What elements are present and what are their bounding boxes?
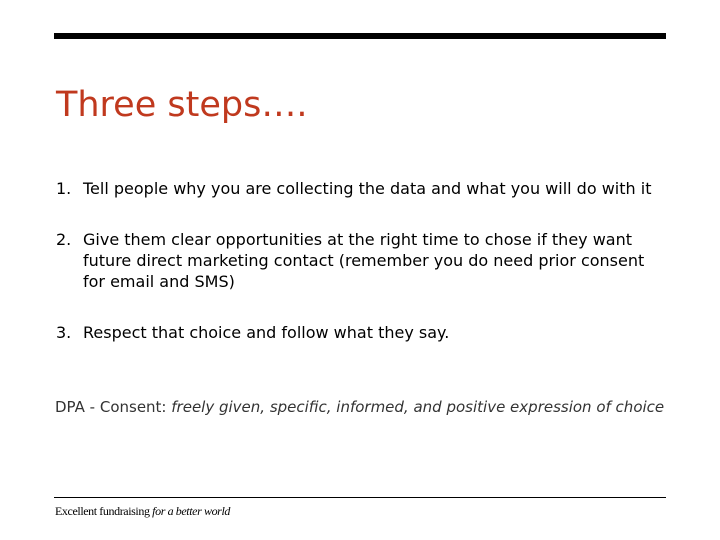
dpa-consent-note xyxy=(55,397,670,417)
steps-list xyxy=(56,178,666,373)
slide-title: Three steps…. xyxy=(56,85,308,125)
step-item-1 xyxy=(56,178,666,199)
step-item-2 xyxy=(56,229,666,292)
step-text: Give them clear opportunities at the right time to chose if they want future direct marketing contact (remember you do need prior consent for email and SMS) xyxy=(83,230,645,291)
dpa-definition: freely given, specific, informed, and positive expression of choice xyxy=(171,398,665,416)
step-item-3 xyxy=(56,322,666,343)
footer-italic-text: for a better world xyxy=(152,504,230,518)
step-number: 1. xyxy=(56,179,72,198)
step-text: Tell people why you are collecting the data and what you will do with it xyxy=(83,179,652,198)
step-number: 3. xyxy=(56,323,72,342)
footer-plain-text: Excellent fundraising xyxy=(55,504,153,518)
dpa-label: DPA - Consent: xyxy=(55,398,172,416)
step-number: 2. xyxy=(56,230,72,249)
step-text: Respect that choice and follow what they say. xyxy=(83,323,450,342)
footer-divider xyxy=(54,497,666,498)
footer-tagline xyxy=(55,504,230,519)
top-divider-bar xyxy=(54,33,666,39)
